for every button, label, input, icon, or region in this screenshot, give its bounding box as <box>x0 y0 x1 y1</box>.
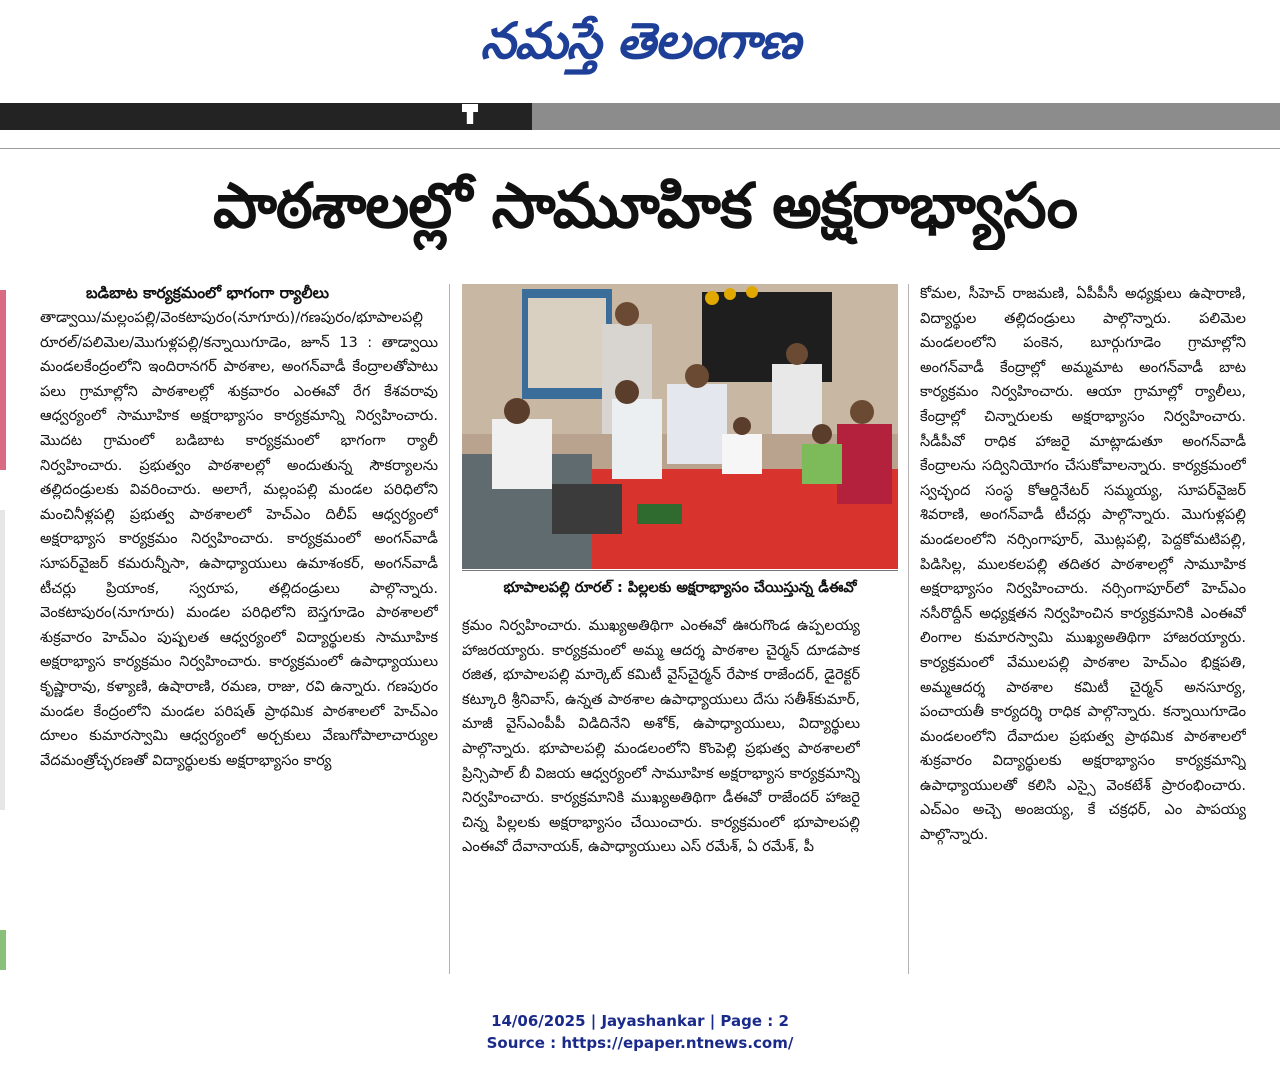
article-column-left <box>40 306 438 981</box>
adjacent-clipping-edge <box>0 290 6 470</box>
article-column-right <box>920 282 1246 972</box>
photo-caption: భూపాలపల్లి రూరల్ : పిల్లలకు అక్షరాభ్యాసం చేయిస్తున్న డీఈవో <box>462 570 898 607</box>
column-divider <box>908 284 909 974</box>
article-subhead: బడిబాట కార్యక్రమంలో భాగంగా ర్యాలీలు <box>86 284 330 302</box>
article-headline: పాఠశాలల్లో సామూహిక అక్షరాభ్యాసం <box>212 169 1078 242</box>
source-link[interactable]: Source : https://epaper.ntnews.com/ <box>486 1034 794 1052</box>
article-text: తాడ్వాయి/మల్లంపల్లి/వెంకటాపురం(నూగూరు)/గణపురం/భూపాలపల్లి రూరల్/పలిమెల/మొగుళ్లపల్లి/కన్నాయిగూడెం, జూన్ 13 : తాడ్వాయి మండలకేంద్రంలోని ఇందిరానగర్ పాఠశాల, అంగన్‌వాడీ కేంద్రాలతోపాటు పలు గ్రామాల్లోని పాఠశాలల్లో శుక్రవారం ఎంఈవో రేగ కేశవరావు ఆధ్వర్యంలో సామూహిక అక్షరాభ్యాసం కార్యక్రమాన్ని నిర్వహించారు. మొదట గ్రామంలో బడిబాట కార్యక్రమంలో భాగంగా ర్యాలీ నిర్వహించారు. ప్రభుత్వం పాఠశాలల్లో అందుతున్న సౌకర్యాలను తల్లిదండ్రులకు వివరించారు. అలాగే, మల్లంపల్లి మండల పరిధిలోని మంచినీళ్లపల్లి ప్రభుత్వ పాఠశాలలో హెచ్ఎం దిలీప్ ఆధ్వర్యంలో అక్షరాభ్యాస కార్యక్రమం నిర్వహించారు. కార్యక్రమంలో అంగన్‌వాడీ సూపర్‌వైజర్ కమరున్నీసా, ఉపాధ్యాయులు ఉమాశంకర్, అంగన్‌వాడీ టీచర్లు ప్రియాంక, స్వరూప, తల్లిదండ్రులు పాల్గొన్నారు. వెంకటాపురం(నూగూరు) మండల పరిధిలోని బెస్తగూడెం పాఠశాలలో శుక్రవారం హెచ్ఎం పుష్పలత ఆధ్వర్యంలో విద్యార్థులకు సామూహిక అక్షరాభ్యాస కార్యక్రమం నిర్వహించారు. కార్యక్రమంలో ఉపాధ్యాయులు కృష్ణారావు, కళ్యాణి, ఉషారాణి, రమణ, రాజు, రవి ఉన్నారు. గణపురం మండల కేంద్రంలోని మండల పరిషత్ ప్రాథమిక పాఠశాలలో హెచ్ఎం దూలం కుమారస్వామి ఆధ్వర్యంలో అర్చకులు వేణుగోపాలాచార్యుల వేదమంత్రోచ్ఛరణతో విద్యార్థులకు అక్షరాభ్యాసం కార్య <box>40 309 438 769</box>
masthead <box>0 0 1280 100</box>
divider-rule <box>0 148 1280 149</box>
article-photo <box>462 284 898 569</box>
adjacent-clipping-edge <box>0 930 6 970</box>
edition-info: 14/06/2025 | Jayashankar | Page : 2 <box>491 1012 789 1030</box>
column-divider <box>449 284 450 974</box>
page-footer <box>0 1010 1280 1054</box>
newspaper-logo: నమస్తే తెలంగాణ <box>480 12 800 70</box>
article-text: కోమల, సీహెచ్ రాజమణి, ఏపీపీసీ అధ్యక్షులు ఉషారాణి, విద్యార్థుల తల్లిదండ్రులు పాల్గొన్నారు. పలిమెల మండలంలోని పంకెన, బూర్గుగూడెం గ్రామాల్లోని అంగన్‌వాడీ కేంద్రాల్లో అమ్మమాట అంగన్‌వాడీ బాట కార్యక్రమం నిర్వహించారు. ఆయా గ్రామాల్లో ర్యాలీలు, కేంద్రాల్లో చిన్నారులకు అక్షరాభ్యాసం నిర్వహించారు. సీడీపీవో రాధిక హాజరై మాట్లాడుతూ అంగన్‌వాడీ కేంద్రాలను సద్వినియోగం చేసుకోవాలన్నారు. కార్యక్రమంలో స్వచ్ఛంద సంస్థ కోఆర్డినేటర్ సమ్మయ్య, సూపర్‌వైజర్ శివరాణి, అంగన్‌వాడీ టీచర్లు పాల్గొన్నారు. మొగుళ్లపల్లి మండలంలోని నర్సింగాపూర్, మొట్లపల్లి, పెద్దకోమటిపల్లి, పిడిసిల్ల, ములకలపల్లి తదితర పాఠశాలల్లో సామూహిక అక్షరాభ్యాసం నిర్వహించారు. నర్సింగాపూర్‌లో హెచ్ఎం నసీరొద్దీన్ అధ్యక్షతన నిర్వహించిన కార్యక్రమానికి ఎంఈవో లింగాల కుమారస్వామి ముఖ్యఅతిథిగా హాజరయ్యారు. కార్యక్రమంలో వేములపల్లి పాఠశాల హెచ్ఎం భిక్షపతి, అమ్మఆదర్శ పాఠశాల కమిటీ చైర్మన్ అనసూర్య, పంచాయతీ కార్యదర్శి రాధిక పాల్గొన్నారు. కన్నాయిగూడెం మండలంలోని దేవాదుల ప్రభుత్వ ప్రాథమిక పాఠశాలలో శుక్రవారం విద్యార్థులకు అక్షరాభ్యాసం కార్యక్రమాన్ని ఉపాధ్యాయులతో కలిసి ఎస్సై వెంకటేశ్ ప్రారంభించారు. ఎచ్ఎం అచ్చె అంజయ్య, కే చక్రధర్, ఎం పాపయ్య పాల్గొన్నారు. <box>920 285 1246 844</box>
section-band-grey <box>532 103 1280 130</box>
adjacent-clipping-edge <box>0 510 5 810</box>
classroom-photo-illustration <box>462 284 898 569</box>
article-column-middle <box>462 614 860 974</box>
section-band-dark <box>0 103 532 130</box>
article-text: క్రమం నిర్వహించారు. ముఖ్యఅతిథిగా ఎంఈవో ఊరుగొండ ఉప్పలయ్య హాజరయ్యారు. కార్యక్రమంలో అమ్మ ఆదర్శ పాఠశాల చైర్మన్ దూడపాక రజిత, భూపాలపల్లి మార్కెట్ కమిటీ వైస్‌చైర్మన్ రేపాక రాజేందర్, డైరెక్టర్ కట్కూరి శ్రీనివాస్, ఉన్నత పాఠశాల ఉపాధ్యాయులు దేసు సతీశ్‌కుమార్, మాజీ వైస్‌ఎంపీపీ విడిదినేని అశోక్, ఉపాధ్యాయులు, విద్యార్థులు పాల్గొన్నారు. భూపాలపల్లి మండలంలోని కొంపెల్లి ప్రభుత్వ పాఠశాలలో ప్రిన్సిపాల్ బీ విజయ ఆధ్వర్యంలో సామూహిక అక్షరాభ్యాస కార్యక్రమాన్ని నిర్వహించారు. కార్యక్రమానికి ముఖ్యఅతిథిగా డీఈవో రాజేందర్ హాజరై చిన్న పిల్లలకు అక్షరాభ్యాసం చేయించారు. కార్యక్రమంలో భూపాలపల్లి ఎంఈవో దేవానాయక్, ఉపాధ్యాయులు ఎస్ రమేశ్, ఏ రమేశ్, పీ <box>462 617 860 856</box>
